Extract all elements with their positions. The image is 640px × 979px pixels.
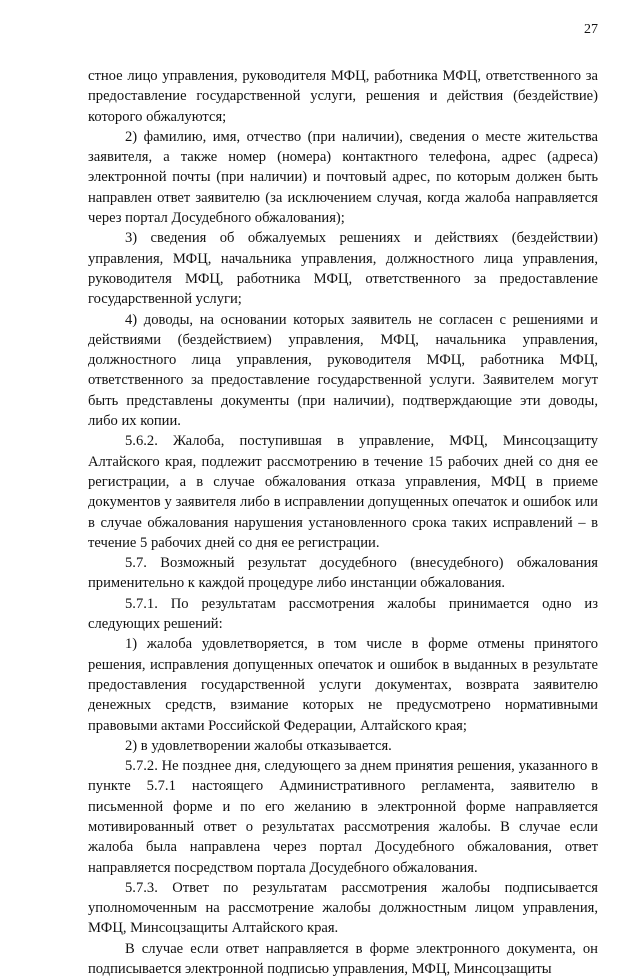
- page-number: 27: [584, 22, 598, 37]
- paragraph-decision-1: 1) жалоба удовлетворяется, в том числе в форме отмены принятого решения, исправления допущенных опечаток и ошибок в выданных в результате предоставления государственной услуги документах, возврата заявителю денежных средств, взимание которых не предусмотрено нормативными правовыми актами Российской Федерации, Алтайского края;: [88, 636, 598, 734]
- paragraph-item-2: 2) фамилию, имя, отчество (при наличии), сведения о месте жительства заявителя, а также номер (номера) контактного телефона, адрес (адреса) электронной почты (при наличии) и почтовый адрес, по которым должен быть направлен ответ заявителю (за исключением случая, когда жалоба направляется через портал Досудебного обжалования);: [88, 128, 598, 227]
- document-body: [88, 66, 598, 979]
- paragraph-5-7-2: 5.7.2. Не позднее дня, следующего за днем принятия решения, указанного в пункте 5.7.1 настоящего Административного регламента, заявителю в письменной форме и по его желанию в электронной форме направляется мотивированный ответ о результатах рассмотрения жалобы. В случае если жалоба была направлена через портал Досудебного обжалования, ответ направляется посредством портала Досудебного обжалования.: [88, 758, 598, 876]
- paragraph-item-4: 4) доводы, на основании которых заявитель не согласен с решениями и действиями (бездействием) управления, МФЦ, начальника управления, должностного лица управления, руководителя МФЦ, работника МФЦ, ответственного за предоставление государственной услуги. Заявителем могут быть представлены документы (при наличии), подтверждающие эти доводы, либо их копии.: [88, 311, 598, 430]
- paragraph-electronic-response: В случае если ответ направляется в форме электронного документа, он подписывается электронной подписью управления, МФЦ, Минсоцзащиты: [88, 940, 598, 978]
- paragraph-decision-2: 2) в удовлетворении жалобы отказывается.: [125, 737, 392, 754]
- paragraph-5-6-2: 5.6.2. Жалоба, поступившая в управление, МФЦ, Минсоцзащиту Алтайского края, подлежит рассмотрению в течение 15 рабочих дней со дня ее регистрации, а в случае обжалования отказа управления, МФЦ в приеме документов у заявителя либо в исправлении допущенных опечаток и ошибок или в случае обжалования нарушения установленного срока таких исправлений – в течение 5 рабочих дней со дня ее регистрации.: [88, 433, 598, 551]
- paragraph-item-3: 3) сведения об обжалуемых решениях и действиях (бездействии) управления, МФЦ, начальника управления, должностного лица управления, руководителя МФЦ, работника МФЦ, ответственного за предоставление государственной услуги;: [88, 230, 598, 308]
- paragraph-5-7-3: 5.7.3. Ответ по результатам рассмотрения жалобы подписывается уполномоченным на рассмотрение жалобы должностным лицом управления, МФЦ, Минсоцзащиты Алтайского края.: [88, 879, 598, 937]
- paragraph-5-7-1: 5.7.1. По результатам рассмотрения жалобы принимается одно из следующих решений:: [88, 595, 598, 633]
- paragraph-5-7: 5.7. Возможный результат досудебного (внесудебного) обжалования применительно к каждой процедуре либо инстанции обжалования.: [88, 555, 598, 592]
- paragraph-continuation: стное лицо управления, руководителя МФЦ, работника МФЦ, ответственного за предоставление государственной услуги, решения и действия (бездействие) которого обжалуются;: [88, 68, 598, 125]
